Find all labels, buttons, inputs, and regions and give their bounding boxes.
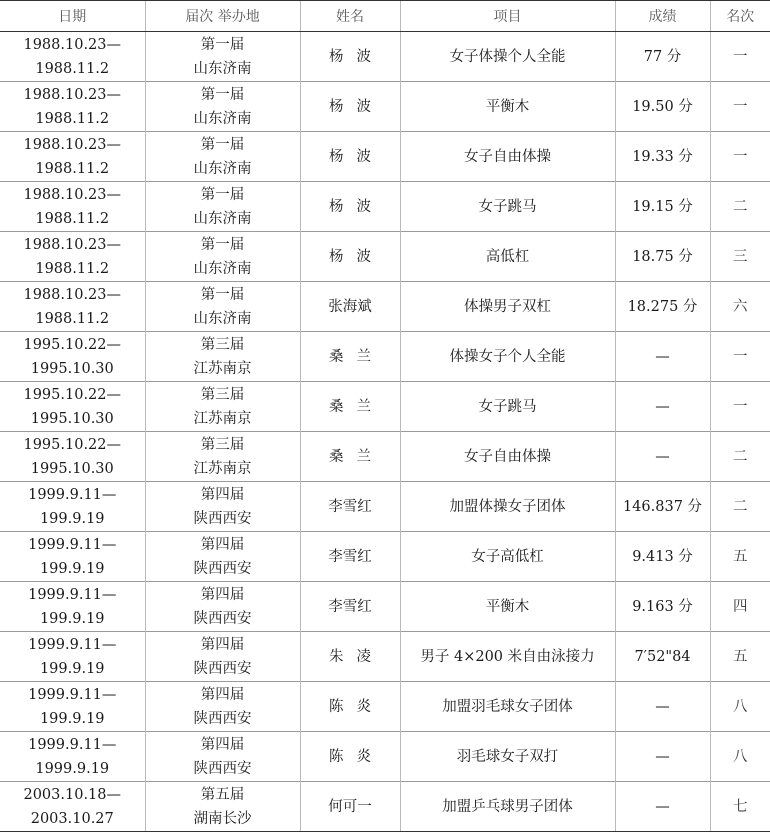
date-start: 1995.10.22—	[23, 336, 122, 353]
date-end: 1988.11.2	[35, 310, 110, 327]
rank-cell	[710, 132, 770, 182]
athlete-name: 朱凌	[328, 648, 385, 665]
score-value: 19.15 分	[632, 198, 693, 215]
session-label: 第四届	[200, 636, 245, 653]
rank-cell	[710, 232, 770, 282]
venue-label: 山东济南	[193, 210, 252, 227]
athlete-name-cell	[300, 482, 400, 532]
rank-cell	[710, 732, 770, 782]
venue-label: 山东济南	[193, 260, 252, 277]
date-start: 1999.9.11—	[28, 536, 117, 553]
session-venue-cell	[145, 482, 300, 532]
athlete-name: 张海斌	[328, 298, 372, 315]
score-cell	[615, 432, 710, 482]
date-end: 1988.11.2	[35, 60, 110, 77]
event-cell	[400, 232, 615, 282]
session-label: 第一届	[200, 286, 245, 303]
score-cell	[615, 482, 710, 532]
event-cell	[400, 182, 615, 232]
date-end: 1988.11.2	[35, 210, 110, 227]
athlete-name-cell	[300, 682, 400, 732]
score-value: 9.413 分	[632, 548, 693, 565]
athlete-name: 桑兰	[328, 398, 385, 415]
score-cell	[615, 782, 710, 832]
session-venue-cell	[145, 332, 300, 382]
date-start: 1999.9.11—	[28, 686, 117, 703]
date-cell	[0, 32, 145, 82]
rank-value: 二	[733, 198, 748, 215]
rank-value: 一	[733, 98, 748, 115]
table-body	[0, 32, 770, 832]
table-row	[0, 382, 770, 432]
date-end: 199.9.19	[39, 710, 105, 727]
rank-cell	[710, 432, 770, 482]
athlete-name-cell	[300, 32, 400, 82]
date-cell	[0, 382, 145, 432]
score-value: —	[655, 698, 670, 715]
score-value: 7′52"84	[634, 648, 691, 665]
score-cell	[615, 182, 710, 232]
table-row	[0, 582, 770, 632]
athlete-name: 李雪红	[328, 598, 372, 615]
table-row	[0, 132, 770, 182]
date-cell	[0, 782, 145, 832]
date-end: 2003.10.27	[30, 810, 114, 827]
date-cell	[0, 532, 145, 582]
event-cell	[400, 532, 615, 582]
athlete-name-cell	[300, 232, 400, 282]
venue-label: 山东济南	[193, 310, 252, 327]
score-cell	[615, 332, 710, 382]
venue-label: 山东济南	[193, 110, 252, 127]
session-venue-cell	[145, 232, 300, 282]
date-cell	[0, 82, 145, 132]
date-cell	[0, 482, 145, 532]
event-label: 平衡木	[485, 98, 530, 115]
rank-value: 八	[733, 748, 748, 765]
venue-label: 江苏南京	[193, 360, 252, 377]
venue-label: 山东济南	[193, 60, 252, 77]
date-end: 199.9.19	[39, 660, 105, 677]
event-cell	[400, 732, 615, 782]
date-end: 199.9.19	[39, 560, 105, 577]
event-label: 女子高低杠	[471, 548, 544, 565]
header-row	[0, 1, 770, 32]
venue-label: 陕西西安	[193, 760, 252, 777]
athlete-name-cell	[300, 82, 400, 132]
score-value: —	[655, 748, 670, 765]
date-end: 199.9.19	[39, 610, 105, 627]
table-row	[0, 632, 770, 682]
date-start: 1995.10.22—	[23, 386, 122, 403]
venue-label: 山东济南	[193, 160, 252, 177]
score-cell	[615, 632, 710, 682]
rank-value: 五	[733, 548, 748, 565]
event-cell	[400, 82, 615, 132]
athlete-name-cell	[300, 782, 400, 832]
score-value: 9.163 分	[632, 598, 693, 615]
venue-label: 陕西西安	[193, 510, 252, 527]
date-cell	[0, 582, 145, 632]
date-end: 1988.11.2	[35, 110, 110, 127]
header-score: 成绩	[615, 1, 710, 32]
athlete-name: 桑兰	[328, 348, 385, 365]
athlete-name-cell	[300, 532, 400, 582]
event-cell	[400, 682, 615, 732]
event-label: 加盟乒乓球男子团体	[442, 798, 573, 815]
date-cell	[0, 682, 145, 732]
athlete-name-cell	[300, 582, 400, 632]
athlete-name-cell	[300, 182, 400, 232]
event-cell	[400, 132, 615, 182]
athlete-name: 杨波	[328, 98, 385, 115]
athlete-name-cell	[300, 332, 400, 382]
date-cell	[0, 232, 145, 282]
session-venue-cell	[145, 382, 300, 432]
session-venue-cell	[145, 582, 300, 632]
score-value: —	[655, 448, 670, 465]
date-end: 199.9.19	[39, 510, 105, 527]
table-row	[0, 482, 770, 532]
athlete-name-cell	[300, 132, 400, 182]
table-row	[0, 82, 770, 132]
session-venue-cell	[145, 782, 300, 832]
rank-cell	[710, 582, 770, 632]
event-label: 平衡木	[485, 598, 530, 615]
event-label: 体操男子双杠	[464, 298, 551, 315]
event-label: 高低杠	[485, 248, 530, 265]
session-label: 第三届	[200, 386, 245, 403]
event-cell	[400, 482, 615, 532]
session-venue-cell	[145, 82, 300, 132]
score-value: 146.837 分	[622, 498, 703, 515]
date-start: 1995.10.22—	[23, 436, 122, 453]
event-label: 女子跳马	[478, 198, 537, 215]
table-row	[0, 732, 770, 782]
date-cell	[0, 432, 145, 482]
rank-value: 一	[733, 48, 748, 65]
session-label: 第三届	[200, 436, 245, 453]
rank-value: 六	[733, 298, 748, 315]
date-start: 1988.10.23—	[23, 36, 122, 53]
event-cell	[400, 432, 615, 482]
rank-value: 一	[733, 398, 748, 415]
event-label: 女子自由体操	[464, 148, 551, 165]
score-value: —	[655, 798, 670, 815]
event-label: 加盟羽毛球女子团体	[442, 698, 573, 715]
table-row	[0, 182, 770, 232]
event-cell	[400, 782, 615, 832]
event-cell	[400, 632, 615, 682]
athlete-name-cell	[300, 382, 400, 432]
date-cell	[0, 332, 145, 382]
score-cell	[615, 32, 710, 82]
rank-value: 五	[733, 648, 748, 665]
session-label: 第四届	[200, 536, 245, 553]
session-label: 第一届	[200, 136, 245, 153]
session-label: 第四届	[200, 686, 245, 703]
event-label: 体操女子个人全能	[449, 348, 566, 365]
rank-value: 一	[733, 348, 748, 365]
session-label: 第一届	[200, 186, 245, 203]
session-label: 第三届	[200, 336, 245, 353]
score-value: 18.75 分	[632, 248, 693, 265]
date-cell	[0, 732, 145, 782]
venue-label: 陕西西安	[193, 560, 252, 577]
rank-value: 四	[733, 598, 748, 615]
rank-cell	[710, 332, 770, 382]
score-value: 19.50 分	[632, 98, 693, 115]
rank-value: 七	[733, 798, 748, 815]
session-venue-cell	[145, 682, 300, 732]
session-label: 第一届	[200, 36, 245, 53]
table-row	[0, 782, 770, 832]
rank-cell	[710, 282, 770, 332]
header-event: 项目	[400, 1, 615, 32]
athlete-name: 李雪红	[328, 548, 372, 565]
athlete-name: 杨波	[328, 148, 385, 165]
session-venue-cell	[145, 32, 300, 82]
date-start: 1988.10.23—	[23, 136, 122, 153]
score-cell	[615, 732, 710, 782]
athlete-name: 杨波	[328, 48, 385, 65]
header-session-venue: 届次 举办地	[145, 1, 300, 32]
rank-value: 八	[733, 698, 748, 715]
date-end: 1995.10.30	[30, 460, 114, 477]
score-value: 19.33 分	[632, 148, 693, 165]
date-start: 1999.9.11—	[28, 636, 117, 653]
date-start: 1999.9.11—	[28, 486, 117, 503]
score-cell	[615, 82, 710, 132]
date-start: 1999.9.11—	[28, 586, 117, 603]
score-cell	[615, 532, 710, 582]
session-label: 第一届	[200, 86, 245, 103]
score-cell	[615, 232, 710, 282]
header-date: 日期	[0, 1, 145, 32]
event-label: 羽毛球女子双打	[456, 748, 559, 765]
venue-label: 湖南长沙	[193, 810, 252, 827]
score-cell	[615, 132, 710, 182]
session-label: 第四届	[200, 736, 245, 753]
session-label: 第五届	[200, 786, 245, 803]
athlete-name: 桑兰	[328, 448, 385, 465]
table-row	[0, 432, 770, 482]
session-venue-cell	[145, 532, 300, 582]
table-row	[0, 532, 770, 582]
rank-cell	[710, 632, 770, 682]
athlete-name: 杨波	[328, 248, 385, 265]
session-venue-cell	[145, 132, 300, 182]
date-end: 1988.11.2	[35, 260, 110, 277]
athlete-name: 李雪红	[328, 498, 372, 515]
table-row	[0, 282, 770, 332]
event-cell	[400, 282, 615, 332]
score-value: 77 分	[643, 48, 682, 65]
rank-cell	[710, 532, 770, 582]
table-row	[0, 232, 770, 282]
athlete-name: 杨波	[328, 198, 385, 215]
table-row	[0, 682, 770, 732]
venue-label: 江苏南京	[193, 410, 252, 427]
session-venue-cell	[145, 432, 300, 482]
date-cell	[0, 182, 145, 232]
athlete-name-cell	[300, 282, 400, 332]
date-end: 1995.10.30	[30, 410, 114, 427]
event-cell	[400, 382, 615, 432]
rank-cell	[710, 32, 770, 82]
venue-label: 江苏南京	[193, 460, 252, 477]
table-row	[0, 332, 770, 382]
rank-cell	[710, 682, 770, 732]
date-end: 1999.9.19	[35, 760, 110, 777]
event-cell	[400, 582, 615, 632]
venue-label: 陕西西安	[193, 660, 252, 677]
rank-cell	[710, 82, 770, 132]
table-header	[0, 1, 770, 32]
rank-value: 二	[733, 448, 748, 465]
athlete-name: 陈炎	[328, 748, 385, 765]
date-end: 1988.11.2	[35, 160, 110, 177]
score-cell	[615, 282, 710, 332]
session-venue-cell	[145, 182, 300, 232]
date-cell	[0, 132, 145, 182]
date-cell	[0, 632, 145, 682]
date-end: 1995.10.30	[30, 360, 114, 377]
session-label: 第四届	[200, 486, 245, 503]
header-name: 姓名	[300, 1, 400, 32]
date-start: 1999.9.11—	[28, 736, 117, 753]
event-label: 加盟体操女子团体	[449, 498, 566, 515]
rank-cell	[710, 382, 770, 432]
session-venue-cell	[145, 732, 300, 782]
event-label: 女子体操个人全能	[449, 48, 566, 65]
rank-value: 一	[733, 148, 748, 165]
date-start: 1988.10.23—	[23, 186, 122, 203]
score-value: —	[655, 398, 670, 415]
athlete-name: 陈炎	[328, 698, 385, 715]
date-start: 1988.10.23—	[23, 86, 122, 103]
score-cell	[615, 682, 710, 732]
athlete-name-cell	[300, 632, 400, 682]
event-label: 男子 4×200 米自由泳接力	[420, 648, 595, 665]
venue-label: 陕西西安	[193, 710, 252, 727]
event-cell	[400, 332, 615, 382]
rank-cell	[710, 182, 770, 232]
rank-value: 二	[733, 498, 748, 515]
date-start: 2003.10.18—	[23, 786, 122, 803]
date-cell	[0, 282, 145, 332]
session-label: 第一届	[200, 236, 245, 253]
header-rank: 名次	[710, 1, 770, 32]
score-value: 18.275 分	[627, 298, 698, 315]
rank-cell	[710, 782, 770, 832]
event-label: 女子跳马	[478, 398, 537, 415]
session-venue-cell	[145, 632, 300, 682]
table-row	[0, 32, 770, 82]
athlete-name: 何可一	[328, 798, 372, 815]
session-label: 第四届	[200, 586, 245, 603]
rank-value: 三	[733, 248, 748, 265]
rank-cell	[710, 482, 770, 532]
venue-label: 陕西西安	[193, 610, 252, 627]
date-start: 1988.10.23—	[23, 236, 122, 253]
athlete-name-cell	[300, 732, 400, 782]
score-value: —	[655, 348, 670, 365]
score-cell	[615, 582, 710, 632]
score-cell	[615, 382, 710, 432]
event-label: 女子自由体操	[464, 448, 551, 465]
session-venue-cell	[145, 282, 300, 332]
athlete-name-cell	[300, 432, 400, 482]
event-cell	[400, 32, 615, 82]
date-start: 1988.10.23—	[23, 286, 122, 303]
